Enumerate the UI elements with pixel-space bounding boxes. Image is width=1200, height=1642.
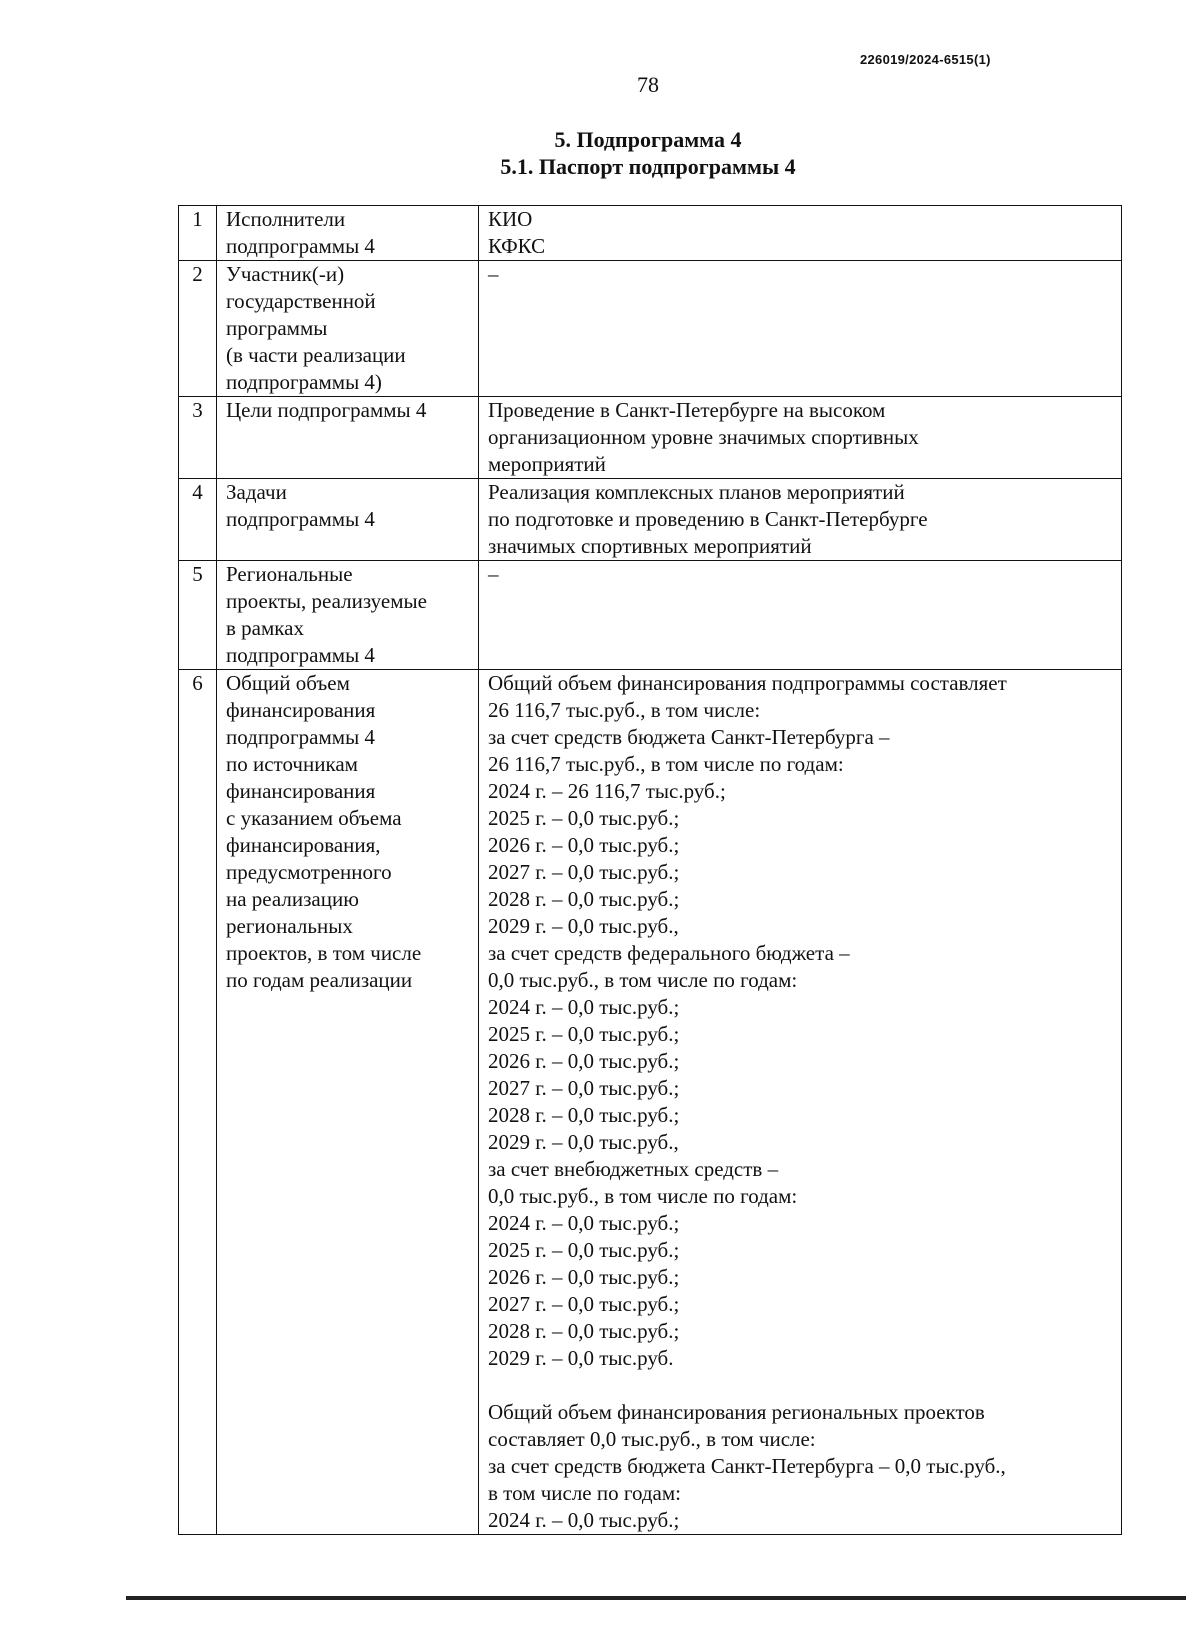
value-line: за счет средств бюджета Санкт-Петербурга – 0,0 тыс.руб., [488,1454,1006,1478]
value-line: – [488,262,499,286]
table-row [179,206,1122,261]
value-line: за счет внебюджетных средств – [488,1157,779,1181]
value-line: 2024 г. – 26 116,7 тыс.руб.; [488,779,726,803]
value-line: 26 116,7 тыс.руб., в том числе: [488,698,761,722]
registration-number: 226019/2024-6515(1) [860,52,991,67]
value-line: по подготовке и проведению в Санкт-Петербурге [488,507,928,531]
label-line: подпрограммы 4 [226,643,375,667]
row-number: 2 [179,261,217,397]
page-number: 78 [637,72,659,97]
value-line: 2027 г. – 0,0 тыс.руб.; [488,1076,680,1100]
value-line: 2027 г. – 0,0 тыс.руб.; [488,1292,680,1316]
value-line: 0,0 тыс.руб., в том числе по годам: [488,1184,798,1208]
label-line: Региональные [226,562,353,586]
label-line: проектов, в том числе [226,941,422,965]
label-line: государственной [226,289,376,313]
value-line: 2026 г. – 0,0 тыс.руб.; [488,1049,680,1073]
row-number: 5 [179,561,217,670]
value-line: 2024 г. – 0,0 тыс.руб.; [488,1211,680,1235]
table-row [179,261,1122,397]
label-line: предусмотренного [226,860,392,884]
value-line: КФКС [488,234,546,258]
value-line: 2029 г. – 0,0 тыс.руб., [488,914,679,938]
value-line: за счет средств федерального бюджета – [488,941,850,965]
row-label [217,397,479,479]
label-line: в рамках [226,616,304,640]
value-line: 2025 г. – 0,0 тыс.руб.; [488,806,680,830]
table-row [179,397,1122,479]
value-line: значимых спортивных мероприятий [488,534,812,558]
label-line: программы [226,316,328,340]
row-number: 6 [179,670,217,1535]
label-line: подпрограммы 4 [226,507,375,531]
row-value [479,561,1122,670]
heading-subprogram-title: 5. Подпрограмма 4 [554,127,742,152]
value-line: Проведение в Санкт-Петербурге на высоком [488,398,886,422]
label-line: финансирования, [226,833,381,857]
label-line: подпрограммы 4 [226,725,375,749]
value-line [488,1372,1113,1399]
label-line: подпрограммы 4) [226,370,382,394]
label-line: на реализацию [226,887,359,911]
value-line: КИО [488,207,533,231]
label-line: по источникам [226,752,358,776]
label-line: по годам реализации [226,968,413,992]
label-line: Задачи [226,480,287,504]
label-line: (в части реализации [226,343,406,367]
value-line: 2028 г. – 0,0 тыс.руб.; [488,1103,680,1127]
table-row [179,670,1122,1535]
label-line: Участник(-и) [226,262,345,286]
value-line: 2029 г. – 0,0 тыс.руб. [488,1346,674,1370]
passport-table [178,205,1122,1535]
row-value-financing [479,670,1122,1535]
row-number: 3 [179,397,217,479]
row-label [217,479,479,561]
row-label [217,561,479,670]
row-label [217,261,479,397]
row-value [479,397,1122,479]
row-label [217,206,479,261]
label-line: финансирования [226,779,376,803]
table-row [179,561,1122,670]
value-line: – [488,562,499,586]
value-line: 2025 г. – 0,0 тыс.руб.; [488,1238,680,1262]
row-number: 1 [179,206,217,261]
value-line: 2028 г. – 0,0 тыс.руб.; [488,887,680,911]
value-line: 2026 г. – 0,0 тыс.руб.; [488,833,680,857]
scan-bottom-border [126,1596,1186,1600]
label-line: Общий объем [226,671,350,695]
value-line: 2028 г. – 0,0 тыс.руб.; [488,1319,680,1343]
heading-passport-title: 5.1. Паспорт подпрограммы 4 [500,154,796,179]
table-row [179,479,1122,561]
value-line: 2026 г. – 0,0 тыс.руб.; [488,1265,680,1289]
row-value [479,206,1122,261]
value-line: 2024 г. – 0,0 тыс.руб.; [488,1508,680,1532]
row-label [217,670,479,1535]
value-line: Общий объем финансирования подпрограммы составляет [488,671,1007,695]
label-line: проекты, реализуемые [226,589,427,613]
value-line: 0,0 тыс.руб., в том числе по годам: [488,968,798,992]
row-value [479,479,1122,561]
value-line: в том числе по годам: [488,1481,681,1505]
value-line: 2024 г. – 0,0 тыс.руб.; [488,995,680,1019]
label-line: с указанием объема [226,806,402,830]
label-line: подпрограммы 4 [226,234,375,258]
value-line: 2029 г. – 0,0 тыс.руб., [488,1130,679,1154]
value-line: за счет средств бюджета Санкт-Петербурга – [488,725,890,749]
row-value [479,261,1122,397]
label-line: финансирования [226,698,376,722]
value-line: 2025 г. – 0,0 тыс.руб.; [488,1022,680,1046]
label-line: Цели подпрограммы 4 [226,398,427,422]
label-line: региональных [226,914,353,938]
value-line: Общий объем финансирования региональных проектов [488,1400,985,1424]
value-line: составляет 0,0 тыс.руб., в том числе: [488,1427,816,1451]
row-number: 4 [179,479,217,561]
value-line: 26 116,7 тыс.руб., в том числе по годам: [488,752,844,776]
section-heading [0,126,1200,180]
value-line: мероприятий [488,452,606,476]
value-line: организационном уровне значимых спортивных [488,425,919,449]
value-line: 2027 г. – 0,0 тыс.руб.; [488,860,680,884]
label-line: Исполнители [226,207,346,231]
value-line: Реализация комплексных планов мероприятий [488,480,905,504]
